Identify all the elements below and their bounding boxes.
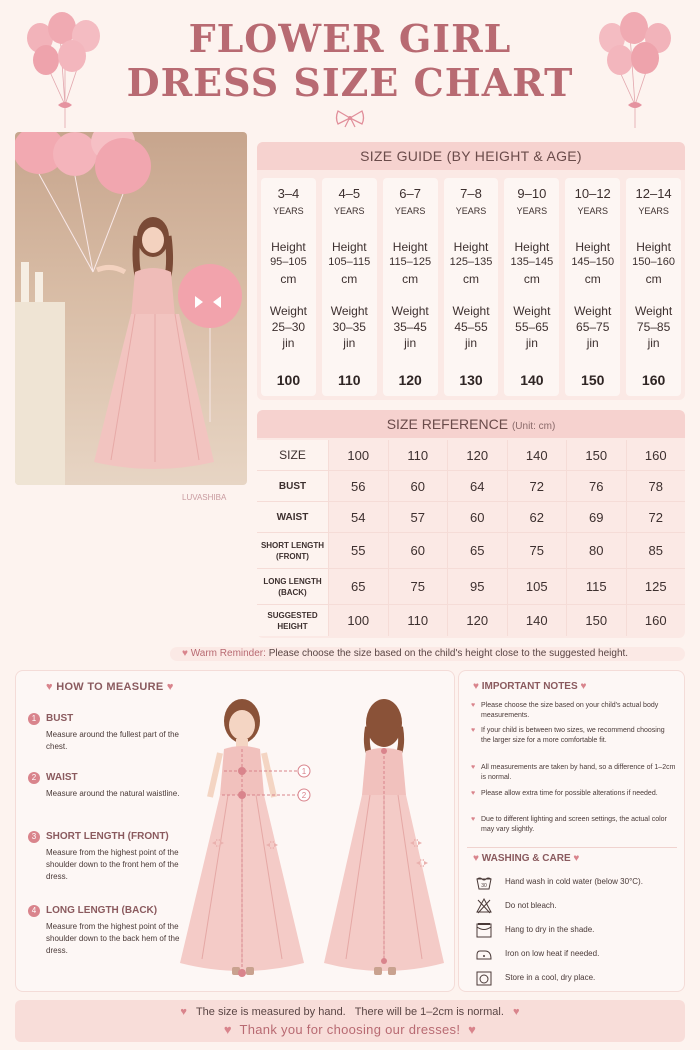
weight-range: 35–45 <box>393 320 427 334</box>
weight-range: 55–65 <box>515 320 549 334</box>
table-cell: 72 <box>507 471 567 501</box>
height-range: 105–115 <box>328 256 371 268</box>
dress-back-icon <box>316 693 456 988</box>
step-number: 1 <box>28 713 40 725</box>
marker-2: 2 <box>301 791 307 800</box>
divider <box>467 847 677 848</box>
table-cell: 75 <box>388 569 448 604</box>
height-label: Height <box>392 240 428 254</box>
row-label: SUGGESTED HEIGHT <box>257 605 328 636</box>
heart-icon: ♥ <box>513 1006 520 1018</box>
photo-watermark: LUVASHIBA <box>182 493 227 502</box>
weight-range: 75–85 <box>636 320 671 334</box>
table-cell: 100 <box>328 440 388 470</box>
size-guide-column <box>322 178 377 396</box>
care-text: Iron on low heat if needed. <box>505 949 600 958</box>
dress-front-figure <box>176 693 316 988</box>
how-to-measure-title <box>46 681 174 693</box>
weight-unit: jin <box>465 336 478 350</box>
heart-icon: ♥ <box>166 681 174 693</box>
size-guide-columns <box>257 170 685 396</box>
size-value: 120 <box>398 372 422 388</box>
size-reference-panel <box>257 410 685 638</box>
size-reference-title-text: SIZE REFERENCE <box>386 416 509 432</box>
footer-line2 <box>15 1022 685 1037</box>
important-notes-title-text: IMPORTANT NOTES <box>481 681 578 692</box>
row-label: SHORT LENGTH (FRONT) <box>257 533 328 568</box>
height-unit: cm <box>402 272 419 286</box>
step-description: Measure from the highest point of the shoulder down to the back hem of the dress. <box>46 922 180 955</box>
step-title: LONG LENGTH (BACK) <box>46 905 158 916</box>
table-cell: 160 <box>626 440 686 470</box>
care-text: Hang to dry in the shade. <box>505 925 595 934</box>
table-cell: 140 <box>507 605 567 636</box>
size-guide-column <box>504 178 559 396</box>
table-cell: 69 <box>566 502 626 532</box>
svg-text:30: 30 <box>481 883 487 889</box>
row-label: SIZE <box>257 440 328 470</box>
table-cell: 120 <box>447 605 507 636</box>
age-label: 10–12 <box>574 186 611 201</box>
table-cell: 64 <box>447 471 507 501</box>
age-label: 4–5 <box>338 186 361 201</box>
marker-1: 1 <box>301 767 307 776</box>
table-cell: 125 <box>626 569 686 604</box>
step-number: 3 <box>28 831 40 843</box>
size-reference-table <box>257 440 685 636</box>
table-cell: 120 <box>447 440 507 470</box>
heart-icon: ♥ <box>473 681 479 692</box>
heart-icon: ♥ <box>223 1022 232 1037</box>
height-label: Height <box>271 240 306 254</box>
years-label: YEARS <box>455 206 487 216</box>
table-cell: 55 <box>328 533 388 568</box>
hand-wash-icon <box>475 873 493 891</box>
table-cell: 95 <box>447 569 507 604</box>
height-label: Height <box>575 240 611 254</box>
step-title: BUST <box>46 713 74 724</box>
table-cell: 62 <box>507 502 567 532</box>
table-row <box>257 502 685 533</box>
care-item <box>475 945 680 963</box>
age-label: 6–7 <box>399 186 421 201</box>
height-range: 95–105 <box>270 256 307 268</box>
table-cell: 160 <box>626 605 686 636</box>
page-title-line1: FLOWER GIRL <box>188 16 512 61</box>
weight-label: Weight <box>574 304 612 318</box>
height-label: Height <box>636 240 671 254</box>
table-cell: 150 <box>566 440 626 470</box>
footer-line1-text: The size is measured by hand. There will be 1–2cm is normal. <box>195 1006 504 1018</box>
weight-unit: jin <box>525 336 538 350</box>
size-guide-column <box>261 178 316 396</box>
table-row <box>257 471 685 502</box>
table-cell: 56 <box>328 471 388 501</box>
step-description: Measure around the natural waistline. <box>46 789 180 798</box>
how-to-measure-title-text: HOW TO MEASURE <box>56 681 164 693</box>
size-guide-column <box>444 178 499 396</box>
years-label: YEARS <box>577 206 608 216</box>
table-cell: 54 <box>328 502 388 532</box>
weight-label: Weight <box>391 304 429 318</box>
height-unit: cm <box>341 272 358 286</box>
table-cell: 60 <box>388 471 448 501</box>
no-bleach-icon <box>475 897 493 915</box>
weight-range: 45–55 <box>454 320 488 334</box>
step-description: Measure from the highest point of the shoulder down to the front hem of the dress. <box>46 848 179 881</box>
girl-with-balloons-illustration <box>15 132 247 485</box>
size-value: 100 <box>276 372 301 388</box>
hang-dry-icon <box>475 921 493 939</box>
heart-icon: ♥ <box>580 681 587 692</box>
years-label: YEARS <box>334 206 365 216</box>
care-item <box>475 969 680 987</box>
row-label: BUST <box>257 471 328 501</box>
height-range: 125–135 <box>449 256 493 268</box>
size-value: 130 <box>459 372 483 388</box>
table-cell: 110 <box>388 605 448 636</box>
size-guide-column <box>626 178 681 396</box>
height-range: 145–150 <box>571 256 615 268</box>
table-cell: 105 <box>507 569 567 604</box>
footer-banner <box>15 1000 685 1042</box>
weight-label: Weight <box>269 304 307 318</box>
years-label: YEARS <box>273 206 304 216</box>
table-cell: 60 <box>447 502 507 532</box>
table-cell: 85 <box>626 533 686 568</box>
years-label: YEARS <box>394 206 426 216</box>
care-text: Store in a cool, dry place. <box>505 973 596 982</box>
table-cell: 140 <box>507 440 567 470</box>
heart-icon: ♥ <box>468 1022 477 1037</box>
bow-icon <box>334 108 366 128</box>
step-title: SHORT LENGTH (FRONT) <box>46 831 169 842</box>
page-title-line2: DRESS SIZE CHART <box>126 60 574 105</box>
years-label: YEARS <box>516 206 548 216</box>
heart-icon: ♥ <box>182 648 188 659</box>
heart-icon: ♥ <box>473 853 479 864</box>
table-row <box>257 533 685 569</box>
iron-low-icon <box>475 945 493 963</box>
note-item: ♥ If your child is between two sizes, we recommend choosing the larger size for a more comfortable fit. <box>471 726 676 746</box>
size-value: 140 <box>520 372 544 388</box>
important-notes-title <box>473 681 586 692</box>
step-number: 2 <box>28 772 40 784</box>
size-guide-column <box>383 178 438 396</box>
footer-line1 <box>15 1006 685 1018</box>
warm-reminder <box>170 647 685 661</box>
size-guide-title: SIZE GUIDE (BY HEIGHT & AGE) <box>257 142 685 170</box>
table-row <box>257 440 685 471</box>
step-number: 4 <box>28 905 40 917</box>
height-label: Height <box>453 240 489 254</box>
step-description: Measure around the fullest part of the chest. <box>46 730 179 751</box>
washing-care-title-text: WASHING & CARE <box>481 853 571 864</box>
care-text: Hand wash in cold water (below 30°C). <box>505 877 643 886</box>
weight-label: Weight <box>330 304 368 318</box>
warm-reminder-label: Warm Reminder: <box>190 648 266 659</box>
height-label: Height <box>514 240 550 254</box>
table-cell: 110 <box>388 440 448 470</box>
table-cell: 72 <box>626 502 686 532</box>
age-label: 9–10 <box>517 186 547 201</box>
product-photo <box>15 132 247 485</box>
header <box>0 0 700 130</box>
size-value: 150 <box>581 372 605 388</box>
table-cell: 150 <box>566 605 626 636</box>
table-cell: 100 <box>328 605 388 636</box>
size-guide-panel <box>257 142 685 400</box>
height-range: 135–145 <box>510 256 554 268</box>
size-value: 160 <box>641 372 666 388</box>
step-title: WAIST <box>46 772 78 783</box>
balloons-right-icon <box>590 10 680 130</box>
weight-label: Weight <box>452 304 490 318</box>
footer-line2-text: Thank you for choosing our dresses! <box>239 1022 461 1037</box>
weight-range: 65–75 <box>576 320 610 334</box>
care-item <box>475 897 680 915</box>
age-label: 7–8 <box>460 186 482 201</box>
care-item <box>475 921 680 939</box>
washing-care-title <box>473 853 579 864</box>
heart-icon: ♥ <box>46 681 53 693</box>
row-label: LONG LENGTH (BACK) <box>257 569 328 604</box>
cool-dry-store-icon <box>475 969 493 987</box>
heart-icon: ♥ <box>180 1006 187 1018</box>
height-label: Height <box>331 240 367 254</box>
weight-unit: jin <box>343 336 356 350</box>
table-cell: 75 <box>507 533 567 568</box>
table-cell: 65 <box>447 533 507 568</box>
size-reference-title <box>257 410 685 438</box>
height-range: 115–125 <box>389 256 432 268</box>
table-row <box>257 569 685 605</box>
years-label: YEARS <box>638 206 669 216</box>
table-row <box>257 605 685 636</box>
height-unit: cm <box>523 272 540 286</box>
note-item: ♥ Please allow extra time for possible alterations if needed. <box>471 789 676 799</box>
height-range: 150–160 <box>632 256 675 268</box>
how-to-measure-panel <box>15 670 455 992</box>
size-reference-unit: (Unit: cm) <box>511 421 556 432</box>
care-item <box>475 873 680 891</box>
note-item: ♥ All measurements are taken by hand, so a difference of 1–2cm is normal. <box>471 763 676 783</box>
heart-icon: ♥ <box>573 853 580 864</box>
size-value: 110 <box>337 372 361 388</box>
note-item: ♥ Please choose the size based on your child's actual body measurements. <box>471 701 676 721</box>
age-label: 3–4 <box>277 186 300 201</box>
weight-unit: jin <box>647 336 660 350</box>
weight-label: Weight <box>513 304 551 318</box>
weight-unit: jin <box>586 336 599 350</box>
table-cell: 60 <box>388 533 448 568</box>
weight-unit: jin <box>282 336 295 350</box>
age-label: 12–14 <box>635 186 672 201</box>
height-unit: cm <box>645 272 662 286</box>
height-unit: cm <box>280 272 297 286</box>
dress-front-icon <box>176 693 316 988</box>
important-notes-panel <box>458 670 685 992</box>
row-label: WAIST <box>257 502 328 532</box>
weight-label: Weight <box>635 304 673 318</box>
dress-back-figure <box>316 693 456 988</box>
size-guide-column <box>565 178 620 396</box>
note-item: ♥ Due to different lighting and screen settings, the actual color may vary slightly. <box>471 815 676 835</box>
table-cell: 115 <box>566 569 626 604</box>
table-cell: 65 <box>328 569 388 604</box>
table-cell: 78 <box>626 471 686 501</box>
weight-range: 25–30 <box>271 320 306 334</box>
height-unit: cm <box>463 272 479 286</box>
table-cell: 80 <box>566 533 626 568</box>
weight-range: 30–35 <box>332 320 366 334</box>
table-cell: 76 <box>566 471 626 501</box>
table-cell: 57 <box>388 502 448 532</box>
height-unit: cm <box>584 272 601 286</box>
warm-reminder-text: Please choose the size based on the child's height close to the suggested height. <box>268 648 629 659</box>
care-text: Do not bleach. <box>505 901 557 910</box>
weight-unit: jin <box>404 336 417 350</box>
